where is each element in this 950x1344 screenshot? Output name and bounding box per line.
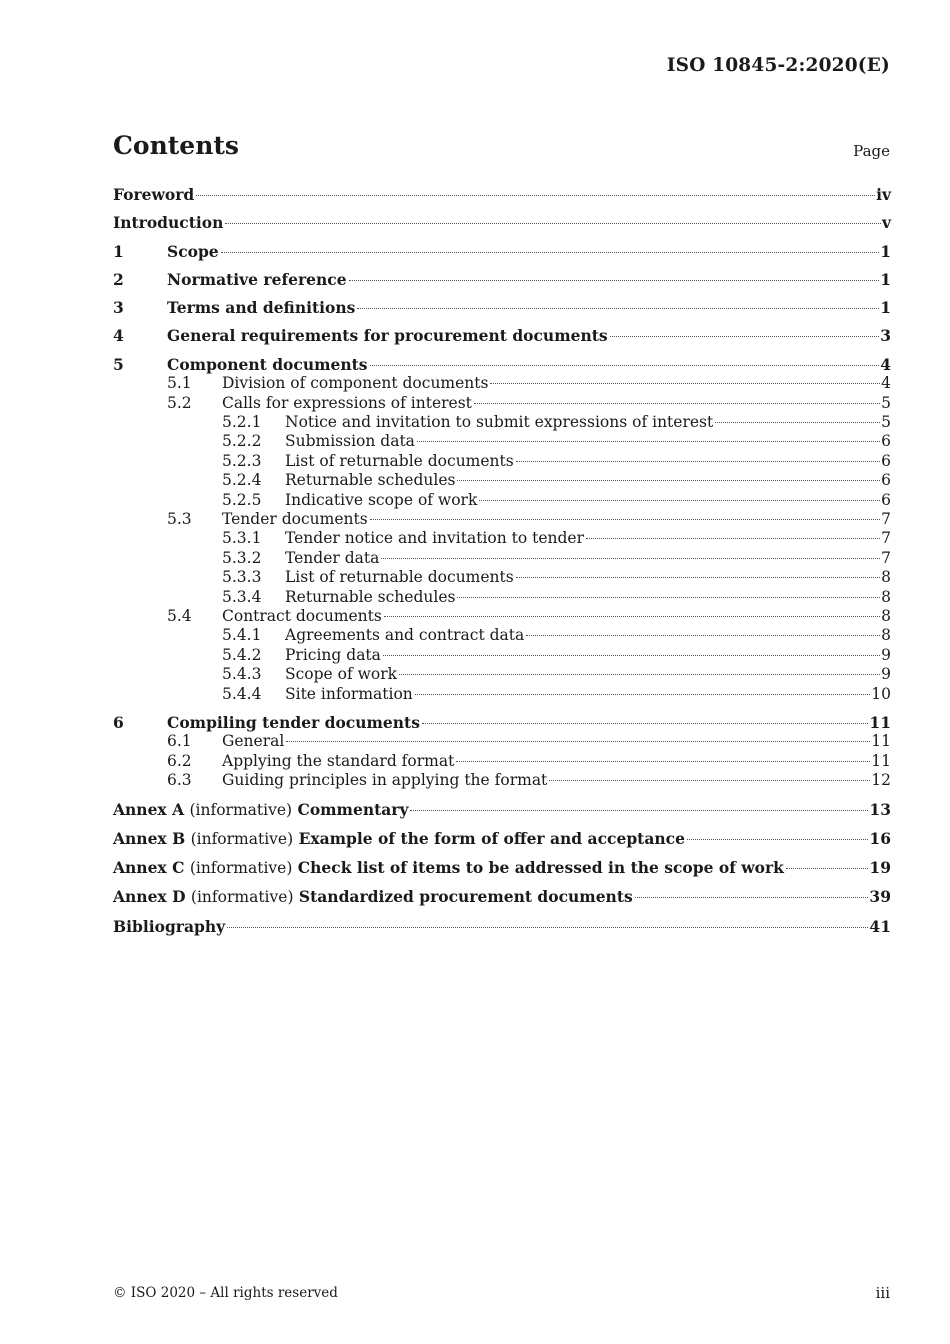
toc-page: 5 (881, 393, 891, 412)
toc-number: 2 (113, 269, 124, 289)
toc-page: 9 (881, 665, 891, 684)
toc-page: 5 (881, 413, 891, 431)
toc-number: 5.1 (167, 374, 192, 393)
toc-number: 5.4.1 (222, 626, 262, 645)
toc-entry-section-5-1[interactable] (113, 374, 891, 393)
toc-title: Normative reference (167, 269, 347, 289)
toc-number: 5.2.2 (222, 432, 262, 451)
toc-number: 5.4 (167, 607, 192, 626)
toc-number: 5.2.3 (222, 451, 262, 470)
toc-title: General (222, 732, 285, 751)
toc-page: 39 (869, 887, 891, 907)
leader-dots (381, 558, 880, 559)
leader-dots (549, 780, 870, 781)
document-id: ISO 10845-2:2020(E) (666, 55, 890, 76)
leader-dots (286, 741, 870, 742)
toc-title (113, 829, 685, 849)
leader-dots (415, 694, 871, 695)
toc-entry-section-1[interactable] (113, 242, 891, 261)
toc-entry-annex-d[interactable] (113, 887, 891, 907)
leader-dots (687, 839, 868, 840)
toc-page: 4 (880, 354, 891, 374)
toc-number: 5.2 (167, 393, 192, 412)
toc-title (113, 800, 408, 820)
annex-type: (informative) (190, 829, 294, 848)
toc-entry-section-5-4-4[interactable] (113, 685, 891, 704)
toc-title: Tender documents (222, 510, 368, 529)
toc-page: 16 (869, 828, 891, 848)
toc-page: 7 (881, 548, 891, 567)
toc-page: 6 (881, 490, 891, 509)
toc-number: 5.3.2 (222, 548, 262, 567)
toc-title: Introduction (113, 213, 224, 233)
toc-title: Returnable schedules (285, 471, 456, 490)
toc-entry-section-5-3-4[interactable] (113, 588, 891, 607)
leader-dots (357, 308, 879, 309)
leader-dots (221, 252, 880, 253)
toc-number: 6 (113, 712, 124, 732)
toc-title: Compiling tender documents (167, 712, 420, 732)
toc-number: 6.3 (167, 771, 192, 790)
toc-entry-section-5-2-5[interactable] (113, 491, 891, 510)
table-of-contents (113, 185, 891, 936)
toc-title: Scope (167, 241, 219, 261)
toc-page: 1 (880, 298, 891, 318)
toc-entry-section-5-3[interactable] (113, 510, 891, 529)
toc-page: 6 (881, 451, 891, 470)
leader-dots (370, 519, 880, 520)
toc-title: Submission data (285, 432, 415, 451)
toc-entry-introduction[interactable] (113, 213, 891, 232)
copyright-notice: © ISO 2020 – All rights reserved (113, 1285, 338, 1301)
annex-title: Check list of items to be addressed in the scope of work (297, 858, 784, 878)
toc-title: List of returnable documents (285, 568, 514, 587)
toc-title: Bibliography (113, 916, 226, 936)
toc-title: Guiding principles in applying the format (222, 771, 548, 790)
toc-number: 1 (113, 241, 124, 261)
toc-entry-bibliography[interactable] (113, 917, 891, 936)
toc-number: 5.4.4 (222, 684, 262, 703)
toc-entry-section-5-3-1[interactable] (113, 529, 891, 548)
toc-page: 10 (871, 684, 891, 703)
leader-dots (399, 674, 880, 675)
toc-number: 4 (113, 326, 124, 346)
toc-entry-section-5[interactable] (113, 355, 891, 374)
toc-title: Returnable schedules (285, 587, 456, 606)
toc-title: Foreword (113, 185, 195, 204)
leader-dots (715, 422, 880, 423)
toc-entry-section-5-2-3[interactable] (113, 452, 891, 471)
toc-page: 8 (881, 587, 891, 606)
toc-page: 1 (880, 241, 891, 261)
leader-dots (384, 616, 880, 617)
toc-title: Agreements and contract data (285, 626, 525, 645)
leader-dots (457, 480, 880, 481)
toc-title: Applying the standard format (222, 751, 455, 770)
toc-page: 9 (881, 645, 891, 664)
toc-page: 11 (871, 751, 891, 770)
toc-entry-section-6-3[interactable] (113, 771, 891, 790)
leader-dots (225, 223, 881, 224)
toc-page: 4 (881, 374, 891, 393)
toc-entry-section-5-2[interactable] (113, 394, 891, 413)
toc-page: 13 (869, 799, 891, 819)
page-column-label: Page (853, 142, 890, 160)
annex-type: (informative) (190, 888, 294, 907)
toc-entry-section-3[interactable] (113, 298, 891, 317)
toc-page: 6 (881, 432, 891, 451)
toc-entry-section-5-3-3[interactable] (113, 568, 891, 587)
toc-entry-section-6[interactable] (113, 713, 891, 732)
toc-number: 5.2.4 (222, 471, 262, 490)
toc-page: 8 (881, 568, 891, 587)
toc-number: 5.3 (167, 510, 192, 529)
toc-number: 5.3.3 (222, 568, 262, 587)
toc-page: iv (876, 185, 891, 204)
toc-title: Tender notice and invitation to tender (285, 529, 585, 548)
toc-title: Terms and definitions (167, 298, 356, 318)
leader-dots (370, 365, 880, 366)
toc-title: Division of component documents (222, 374, 489, 393)
leader-dots (383, 655, 880, 656)
toc-page: 6 (881, 471, 891, 490)
toc-title (113, 858, 784, 878)
annex-label: Annex B (113, 828, 186, 848)
toc-entry-section-5-3-2[interactable] (113, 549, 891, 568)
leader-dots (474, 403, 880, 404)
toc-entry-section-5-2-2[interactable] (113, 432, 891, 451)
leader-dots (422, 723, 868, 724)
toc-page: 11 (869, 712, 891, 732)
toc-number: 5.4.3 (222, 665, 262, 684)
toc-entry-annex-a[interactable] (113, 800, 891, 820)
toc-title: Component documents (167, 354, 368, 374)
leader-dots (196, 195, 875, 196)
toc-title: Scope of work (285, 665, 398, 684)
leader-dots (516, 577, 880, 578)
toc-entry-section-5-2-1[interactable] (113, 413, 891, 432)
toc-number: 5.3.1 (222, 529, 262, 548)
toc-number: 5.2.1 (222, 413, 262, 431)
toc-entry-section-4[interactable] (113, 326, 891, 345)
toc-entry-section-5-4-1[interactable] (113, 626, 891, 645)
toc-number: 3 (113, 298, 124, 318)
toc-entry-annex-b[interactable] (113, 829, 891, 849)
leader-dots (227, 927, 868, 928)
leader-dots (456, 761, 870, 762)
annex-title: Example of the form of offer and acceptance (298, 828, 685, 848)
toc-page: v (881, 213, 891, 233)
toc-page: 7 (881, 510, 891, 529)
toc-entry-foreword[interactable] (113, 185, 891, 204)
annex-type: (informative) (189, 859, 293, 878)
toc-entry-section-5-2-4[interactable] (113, 471, 891, 490)
toc-title: Tender data (285, 548, 380, 567)
leader-dots (526, 635, 880, 636)
toc-entry-section-6-2[interactable] (113, 752, 891, 771)
toc-title: Notice and invitation to submit expressions of interest (285, 413, 714, 431)
toc-title: Pricing data (285, 645, 381, 664)
leader-dots (410, 810, 868, 811)
toc-number: 6.1 (167, 732, 192, 751)
toc-number: 5 (113, 354, 124, 374)
leader-dots (457, 597, 880, 598)
toc-entry-section-5-4[interactable] (113, 607, 891, 626)
toc-entry-annex-c[interactable] (113, 858, 891, 878)
leader-dots (417, 441, 880, 442)
toc-entry-section-5-4-3[interactable] (113, 665, 891, 684)
toc-page: 1 (880, 269, 891, 289)
toc-title: List of returnable documents (285, 451, 514, 470)
toc-page: 8 (881, 607, 891, 626)
toc-title: Contract documents (222, 607, 382, 626)
leader-dots (516, 461, 880, 462)
toc-title: Site information (285, 684, 413, 703)
leader-dots (479, 500, 880, 501)
toc-entry-section-5-4-2[interactable] (113, 646, 891, 665)
annex-title: Commentary (297, 799, 409, 819)
annex-type: (informative) (189, 800, 293, 819)
toc-entry-section-6-1[interactable] (113, 732, 891, 751)
leader-dots (786, 868, 869, 869)
toc-title (113, 887, 633, 907)
annex-label: Annex C (113, 858, 185, 878)
leader-dots (490, 383, 880, 384)
toc-page: 11 (871, 732, 891, 751)
toc-number: 5.2.5 (222, 490, 262, 509)
toc-number: 5.3.4 (222, 587, 262, 606)
toc-page: 7 (881, 529, 891, 548)
page-number: iii (875, 1284, 890, 1302)
toc-title: General requirements for procurement documents (167, 326, 608, 346)
toc-page: 12 (871, 771, 891, 790)
toc-page: 8 (881, 626, 891, 645)
toc-title: Indicative scope of work (285, 490, 478, 509)
annex-label: Annex D (113, 887, 186, 907)
toc-entry-section-2[interactable] (113, 270, 891, 289)
leader-dots (349, 280, 880, 281)
annex-label: Annex A (113, 799, 185, 819)
toc-number: 6.2 (167, 751, 192, 770)
page-title: Contents (113, 131, 240, 160)
leader-dots (586, 538, 880, 539)
toc-page: 19 (869, 858, 891, 878)
annex-title: Standardized procurement documents (298, 887, 633, 907)
toc-page: 3 (880, 326, 891, 346)
toc-title: Calls for expressions of interest (222, 393, 472, 412)
leader-dots (635, 897, 869, 898)
toc-number: 5.4.2 (222, 645, 262, 664)
leader-dots (610, 336, 880, 337)
toc-page: 41 (869, 916, 891, 936)
